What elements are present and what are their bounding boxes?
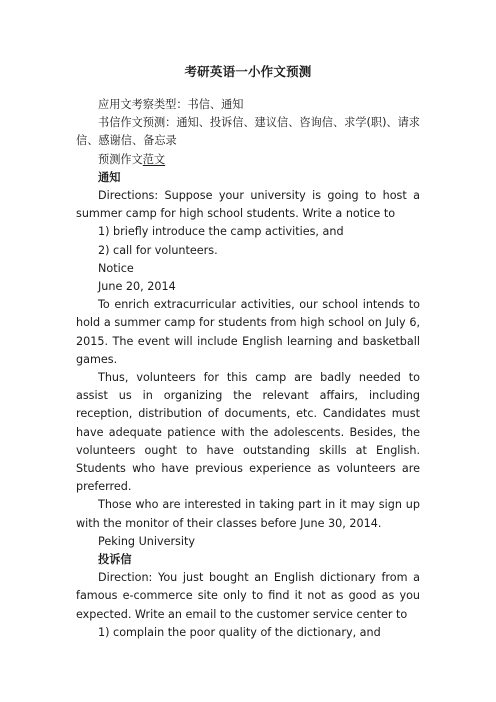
- section-label-prefix: 预测作文: [98, 152, 143, 166]
- notice-date: June 20, 2014: [98, 280, 176, 294]
- notice-paragraph-1: To enrich extracurricular activities, our school intends to hold a summer camp for students from high school on July 6, 2015. The event will include English learning and basketball games.: [76, 298, 420, 366]
- notice-paragraph-3: Those who are interested in taking part in it may sign up with the monitor of their classes before June 30, 2014.: [76, 498, 420, 530]
- notice-heading: 通知: [98, 170, 121, 184]
- intro-line-predictions: 书信作文预测：通知、投诉信、建议信、咨询信、求学(职)、请求信、感谢信、备忘录: [76, 116, 420, 148]
- section-label-underlined: 范文: [142, 152, 166, 166]
- notice-word: Notice: [98, 261, 134, 275]
- notice-signature: Peking University: [98, 534, 195, 548]
- complaint-point-1: 1) complain the poor quality of the dictionary, and: [98, 625, 381, 639]
- intro-line-types: 应用文考察类型：书信、通知: [98, 98, 244, 111]
- complaint-heading: 投诉信: [98, 553, 132, 567]
- notice-paragraph-2: Thus, volunteers for this camp are badly needed to assist us in organizing the relevant affairs, including reception, distribution of documents, etc. Candidates must have adequate patience with the adolescents. Besides, the volunteers ought to have outstanding skills at English. Students who have previous experience as volunteers are preferred.: [76, 371, 420, 494]
- section-label: [76, 151, 420, 169]
- notice-point-2: 2) call for volunteers.: [98, 243, 218, 257]
- notice-directions: Directions: Suppose your university is going to host a summer camp for high school students. Write a notice to: [76, 189, 420, 221]
- document-title: 考研英语一小作文预测: [184, 64, 312, 79]
- notice-point-1: 1) briefly introduce the camp activities, and: [98, 225, 344, 239]
- complaint-directions: Direction: You just bought an English dictionary from a famous e-commerce site only to find it not as good as you expected. Write an email to the customer service center to: [76, 571, 420, 621]
